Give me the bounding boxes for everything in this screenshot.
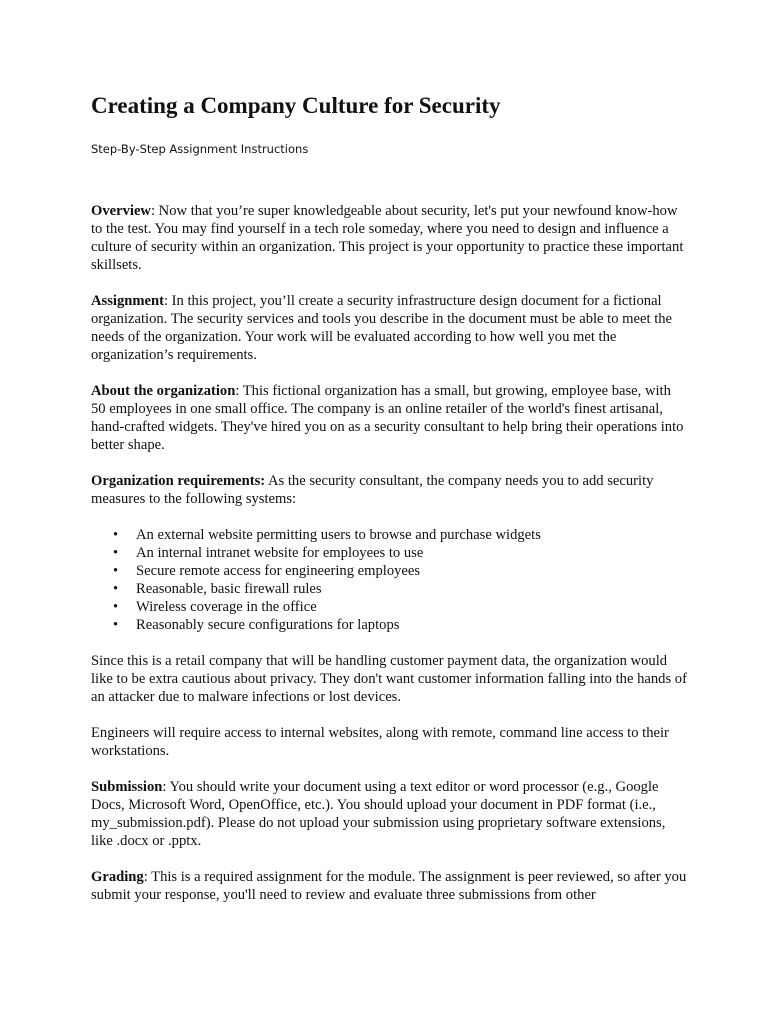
bullet-icon: • (113, 599, 119, 615)
requirements-paragraph (91, 472, 688, 508)
list-item (113, 616, 688, 634)
document-title: Creating a Company Culture for Security (91, 93, 501, 118)
bullet-icon: • (113, 545, 119, 561)
submission-paragraph (91, 778, 688, 850)
list-item (113, 598, 688, 616)
overview-paragraph (91, 202, 688, 274)
privacy-paragraph: Since this is a retail company that will be handling customer payment data, the organization would like to be extra cautious about privacy. They don't want customer information falling into the hands of an attacker due to malware infections or lost devices. (91, 653, 687, 705)
list-item-text: Wireless coverage in the office (136, 599, 317, 615)
about-organization-text: : This fictional organization has a small, but growing, employee base, with 50 employees in one small office. The company is an online retailer of the world's finest artisanal, hand-crafted widgets. They've hired you on as a security consultant to help bring their operations into better shape. (91, 383, 684, 453)
about-organization-label: About the organization (91, 383, 236, 399)
list-item (113, 562, 688, 580)
bullet-icon: • (113, 617, 119, 633)
bullet-icon: • (113, 581, 119, 597)
grading-paragraph (91, 868, 688, 904)
list-item-text: Reasonable, basic firewall rules (136, 581, 322, 597)
submission-text: : You should write your document using a text editor or word processor (e.g., Google Docs, Microsoft Word, OpenOffice, etc.). You should upload your document in PDF format (i.e., my_submission.pdf). Please do not upload your submission using proprietary software extensions, like .docx or .pptx. (91, 779, 666, 849)
list-item (113, 526, 688, 544)
bullet-icon: • (113, 563, 119, 579)
about-organization-paragraph (91, 382, 688, 454)
list-item-text: An internal intranet website for employees to use (136, 545, 424, 561)
overview-text: : Now that you’re super knowledgeable about security, let's put your newfound know-how to the test. You may find yourself in a tech role someday, where you need to design and influence a culture of security within an organization. This project is your opportunity to practice these important skillsets. (91, 203, 684, 273)
list-item (113, 544, 688, 562)
document-subtitle: Step-By-Step Assignment Instructions (91, 142, 309, 156)
list-item-text: Reasonably secure configurations for laptops (136, 617, 400, 633)
requirements-text: As the security consultant, the company needs you to add security measures to the following systems: (91, 473, 654, 507)
requirements-label: Organization requirements: (91, 473, 266, 489)
requirements-list (91, 526, 688, 634)
submission-label: Submission (91, 779, 163, 795)
list-item-text: An external website permitting users to browse and purchase widgets (136, 527, 541, 543)
list-item-text: Secure remote access for engineering employees (136, 563, 421, 579)
assignment-paragraph (91, 292, 688, 364)
assignment-label: Assignment (91, 293, 164, 309)
bullet-icon: • (113, 527, 119, 543)
overview-label: Overview (91, 203, 151, 219)
grading-label: Grading (91, 869, 144, 885)
grading-text: : This is a required assignment for the module. The assignment is peer reviewed, so after you submit your response, you'll need to review and evaluate three submissions from other (91, 869, 687, 903)
list-item (113, 580, 688, 598)
assignment-text: : In this project, you’ll create a security infrastructure design document for a fictional organization. The security services and tools you describe in the document must be able to meet the needs of the organization. Your work will be evaluated according to how well you met the organization’s requirements. (91, 293, 673, 363)
engineers-paragraph: Engineers will require access to internal websites, along with remote, command line access to their workstations. (91, 725, 669, 759)
